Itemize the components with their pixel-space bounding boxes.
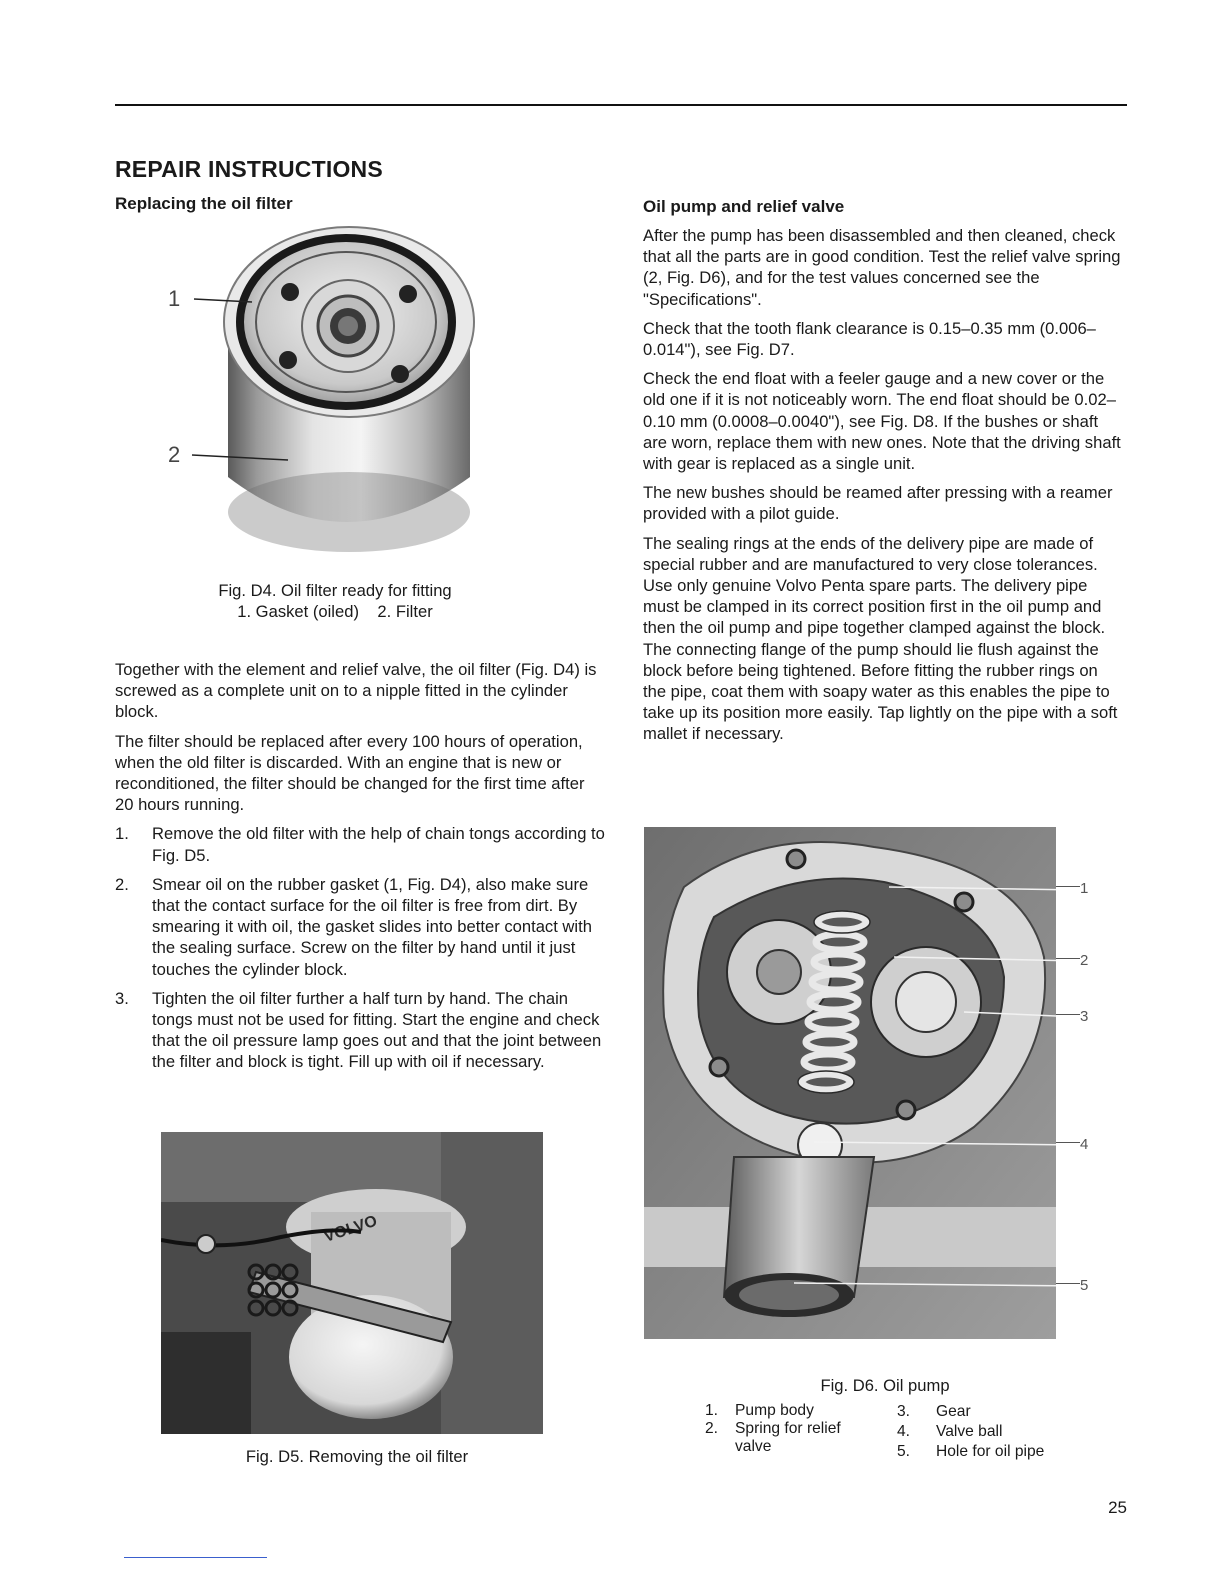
right-body [643, 225, 1125, 753]
list-item [115, 988, 605, 1073]
fig-d4-callout-1: 1 [168, 286, 181, 311]
list-item [115, 823, 605, 865]
fig-d4-caption [160, 580, 510, 622]
footer-line [124, 1557, 267, 1558]
leader-line [1056, 1014, 1080, 1015]
fig-d6-callout-1: 1 [1080, 880, 1089, 897]
step-text: Remove the old filter with the help of chain tongs according to Fig. D5. [152, 824, 605, 865]
step-text: Smear oil on the rubber gasket (1, Fig. D4), also make sure that the contact surface for the oil filter is free from dirt. By smearing it with oil, the gasket slides into better contact with the sealing surface. Screw on the filter by hand until it just touches the cylinder block. [152, 874, 592, 979]
fig-d6-photo [644, 827, 1056, 1339]
legend-text: Valve ball [936, 1423, 1003, 1440]
step-text: Tighten the oil filter further a half turn by hand. The chain tongs must not be used for fitting. Start the engine and check that the oil pressure lamp goes out and that the joint between the filter and block is tight. Fill up with oil if necessary. [152, 988, 602, 1072]
leader-line [1056, 1283, 1080, 1284]
volvo-label-text: VOLVO [321, 1212, 380, 1246]
legend-number: 4. [897, 1423, 911, 1440]
fig-d6-callout-4: 4 [1080, 1136, 1089, 1153]
section-title: REPAIR INSTRUCTIONS [115, 156, 383, 182]
left-body [115, 659, 605, 1081]
right-paragraph-5: The sealing rings at the ends of the delivery pipe are made of special rubber and are manufactured to very close tolerances. Use only genuine Volvo Penta spare parts. The delivery pipe must be clamped in its correct position first in the oil pump and then the oil pump and pipe together clamped against the block. The connecting flange of the pump should lie flush against the block before being tightened. Before fitting the rubber rings on the pipe, coat them with soapy water as this enables the pipe to take up its position more easily. Tap lightly on the pipe with a soft mallet if necessary. [643, 533, 1118, 744]
fig-d4-oil-filter-image [160, 222, 510, 567]
fig-d6-caption: Fig. D6. Oil pump [820, 1376, 950, 1395]
left-paragraph-1: Together with the element and relief valve, the oil filter (Fig. D4) is screwed as a complete unit on to a nipple fitted in the cylinder block. [115, 660, 597, 722]
leader-line [1056, 886, 1080, 887]
right-paragraph-3: Check the end float with a feeler gauge and a new cover or the old one if it is not noticeably worn. The end float should be 0.02–0.10 mm (0.0008–0.0040"), see Fig. D8. If the bushes or shaft are worn, replace them with new ones. Note that the driving shaft with gear is replaced as a single unit. [643, 369, 1121, 474]
right-paragraph-1: After the pump has been disassembled and then cleaned, check that all the parts are in good condition. Test the relief valve spring (2, Fig. D6), and for the test values concerned see the "Specifications". [643, 226, 1121, 309]
fig-d6-callout-2: 2 [1080, 952, 1089, 969]
left-subtitle: Replacing the oil filter [115, 194, 293, 213]
left-paragraph-2: The filter should be replaced after every 100 hours of operation, when the old filter is discarded. With an engine that is new or reconditioned, the filter should be changed for the first time after 20 hours running. [115, 731, 585, 815]
fig-d5-caption: Fig. D5. Removing the oil filter [245, 1447, 469, 1466]
fig-d4-caption-line2: 1. Gasket (oiled) 2. Filter [237, 602, 433, 621]
legend-number: 2. [705, 1420, 719, 1437]
fig-d4-callout-2: 2 [168, 442, 181, 467]
list-item [115, 874, 605, 980]
right-paragraph-4: The new bushes should be reamed after pressing with a reamer provided with a pilot guide. [643, 483, 1113, 524]
step-number: 2. [115, 874, 129, 894]
fig-d6-callout-5: 5 [1080, 1277, 1089, 1294]
legend-number: 1. [705, 1402, 719, 1419]
leader-line [1056, 1142, 1080, 1143]
fig-d4-caption-line1: Fig. D4. Oil filter ready for fitting [218, 581, 452, 600]
fig-d5-photo [161, 1132, 543, 1434]
step-number: 1. [115, 824, 129, 844]
leader-line [1056, 958, 1080, 959]
fig-d6-callout-3: 3 [1080, 1008, 1089, 1025]
page-number: 25 [1108, 1498, 1127, 1517]
header-rule [115, 104, 1127, 106]
legend-text: Pump body [735, 1402, 814, 1419]
right-subtitle: Oil pump and relief valve [643, 197, 845, 216]
legend-text: Spring for relief valve [735, 1420, 841, 1455]
step-number: 3. [115, 988, 129, 1008]
legend-text: Gear [936, 1403, 971, 1420]
right-paragraph-2: Check that the tooth flank clearance is 0.15–0.35 mm (0.006–0.014"), see Fig. D7. [643, 318, 1096, 360]
legend-number: 3. [897, 1403, 911, 1420]
fig-d6-legend-right [897, 1403, 1097, 1461]
legend-text: Hole for oil pipe [936, 1443, 1045, 1460]
legend-number: 5. [897, 1443, 911, 1460]
fig-d6-legend-left [705, 1402, 895, 1456]
filter-steps-list [115, 823, 605, 1072]
